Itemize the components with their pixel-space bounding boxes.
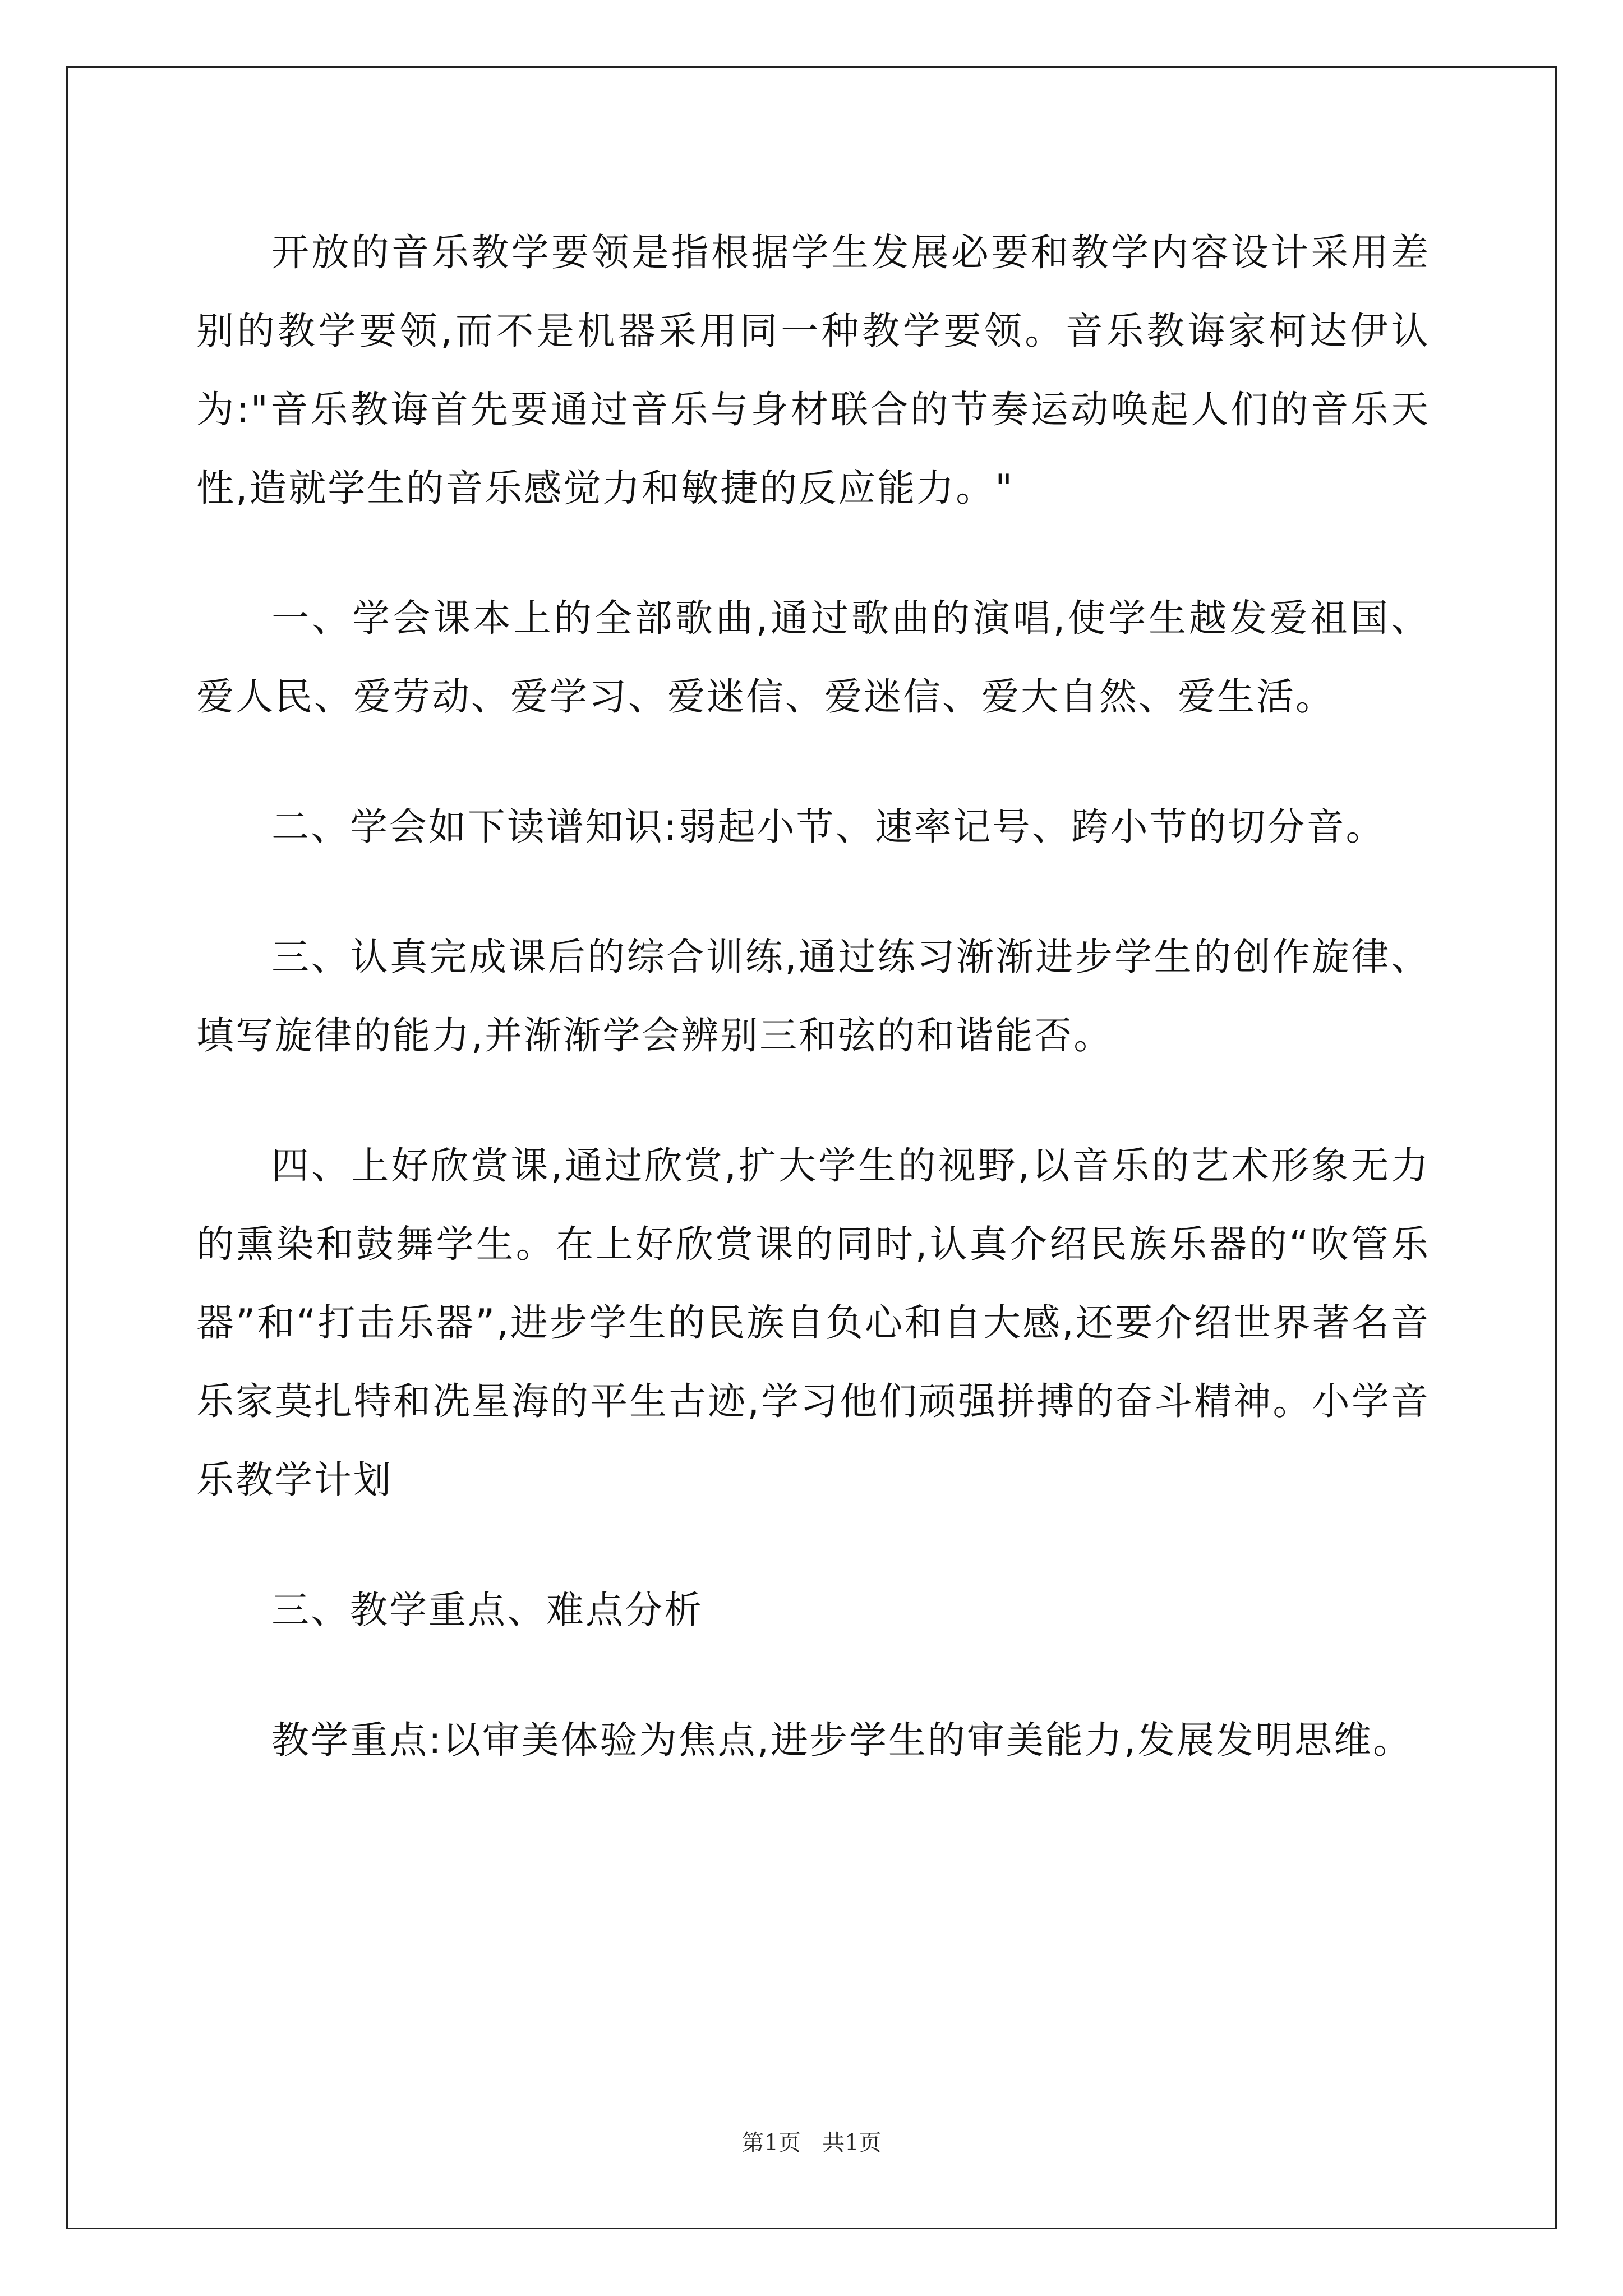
document-body (196, 213, 1430, 1831)
page-number: 第1页 (741, 2130, 801, 2156)
page-footer (0, 2125, 1623, 2157)
paragraph-teaching-method: 开放的音乐教学要领是指根据学生发展必要和教学内容设计采用差别的教学要领,而不是机器采用同一种教学要领。音乐教诲家柯达伊认为:"音乐教诲首先要通过音乐与身材联合的节奏运动唤起人们的音乐天性,造就学生的音乐感觉力和敏捷的反应能力。" (196, 231, 1430, 510)
paragraph-item-two: 二、学会如下读谱知识:弱起小节、速率记号、跨小节的切分音。 (271, 805, 1385, 849)
page-total: 共1页 (822, 2130, 882, 2156)
paragraph-item-three: 三、认真完成课后的综合训练,通过练习渐渐进步学生的创作旋律、填写旋律的能力,并渐渐学会辨别三和弦的和谐能否。 (196, 935, 1430, 1057)
section-heading-key-points: 三、教学重点、难点分析 (271, 1588, 703, 1632)
paragraph-item-one: 一、学会课本上的全部歌曲,通过歌曲的演唱,使学生越发爱祖国、爱人民、爱劳动、爱学习、爱迷信、爱迷信、爱大自然、爱生活。 (196, 596, 1430, 719)
paragraph-key-points: 教学重点:以审美体验为焦点,进步学生的审美能力,发展发明思维。 (271, 1718, 1413, 1762)
paragraph-item-four: 四、上好欣赏课,通过欣赏,扩大学生的视野,以音乐的艺术形象无力的熏染和鼓舞学生。在上好欣赏课的同时,认真介绍民族乐器的“吹管乐器”和“打击乐器”,进步学生的民族自负心和自大感,还要介绍世界著名音乐家莫扎特和冼星海的平生古迹,学习他们顽强拼搏的奋斗精神。小学音乐教学计划 (196, 1144, 1430, 1502)
